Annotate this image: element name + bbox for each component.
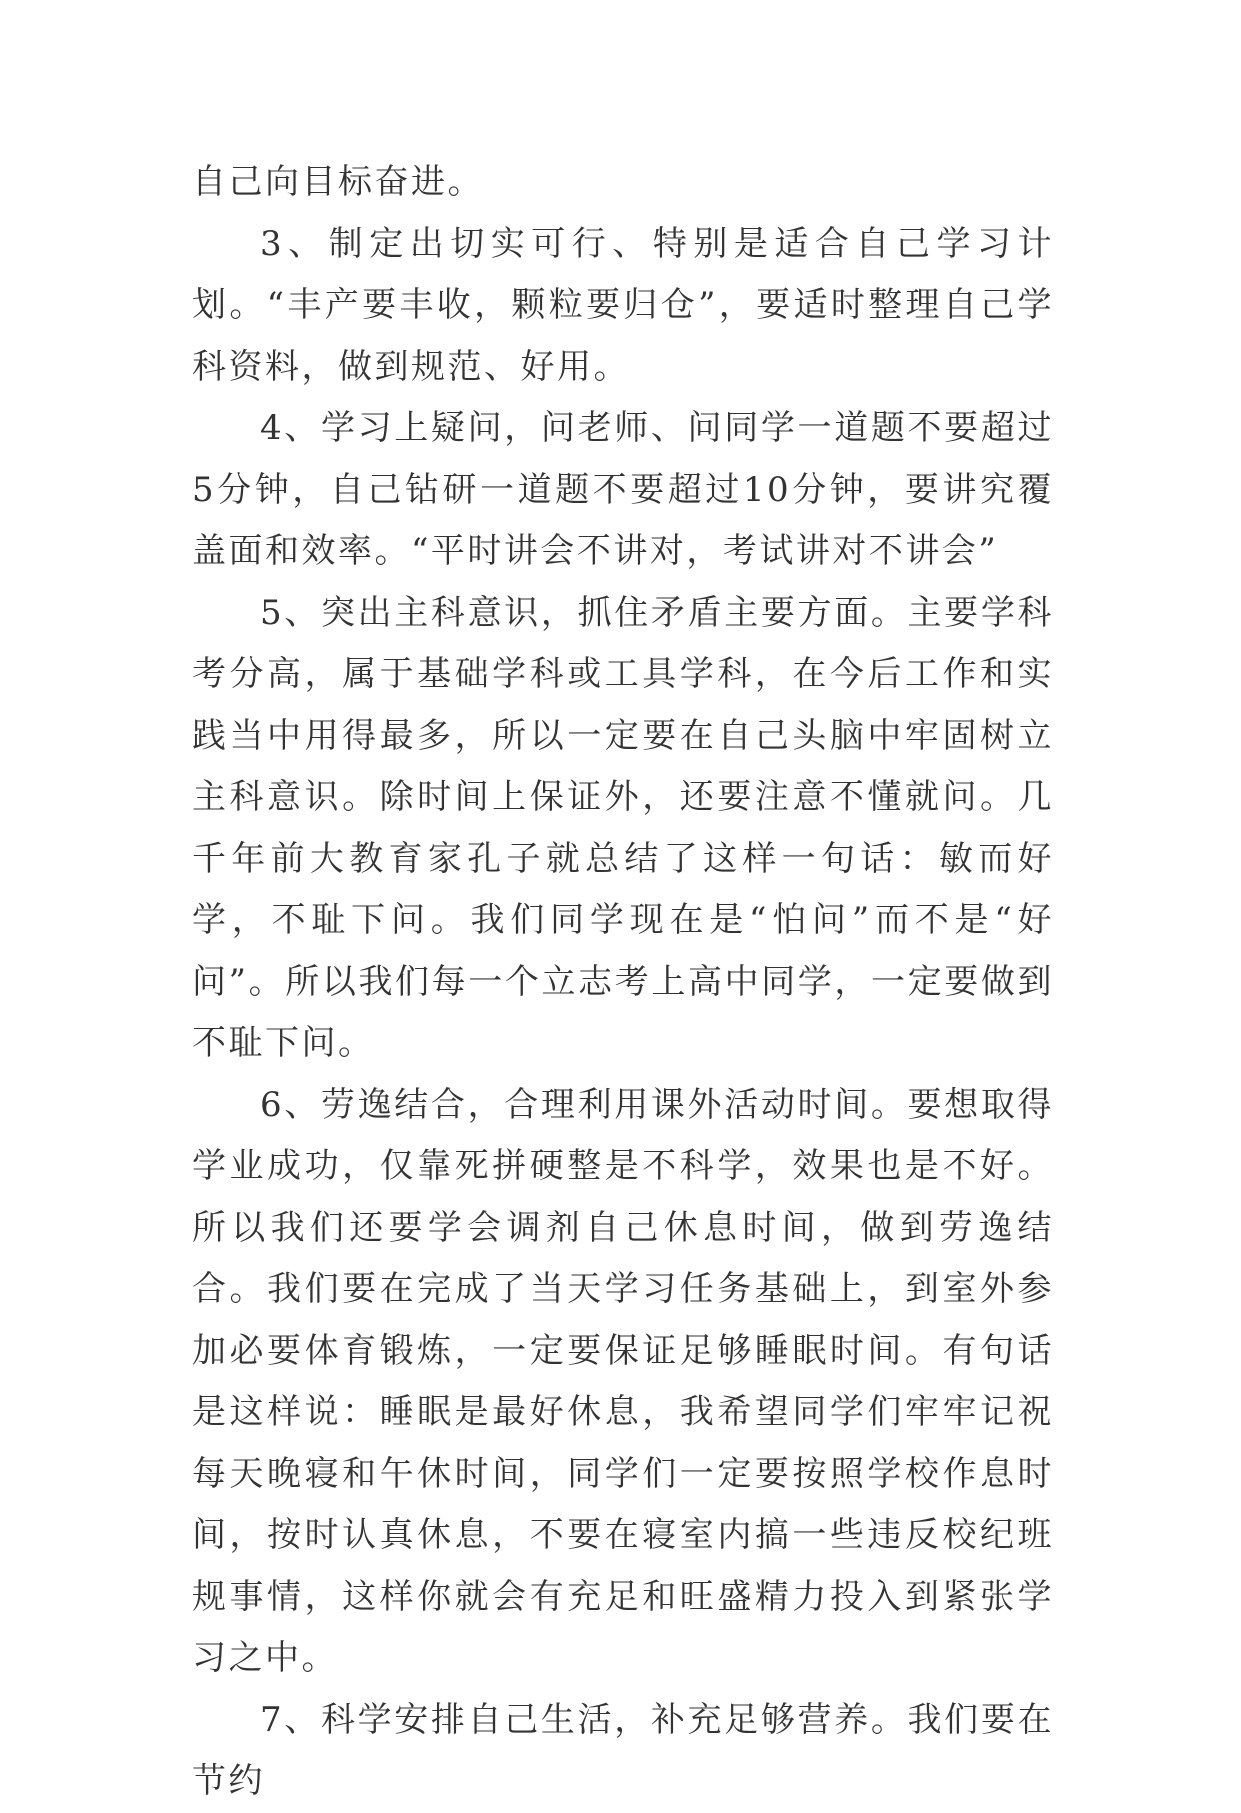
paragraph-item-3: 3、制定出切实可行、特别是适合自己学习计划。“丰产要丰收，颗粒要归仓”，要适时整理自己学科资料，做到规范、好用。	[192, 223, 1054, 387]
paragraph-item-5: 5、突出主科意识，抓住矛盾主要方面。主要学科考分高，属于基础学科或工具学科，在今后工作和实践当中用得最多，所以一定要在自己头脑中牢固树立主科意识。除时间上保证外，还要注意不懂就问。几千年前大教育家孔子就总结了这样一句话：敏而好学，不耻下问。我们同学现在是“怕问”而不是“好问”。所以我们每一个立志考上高中同学，一定要做到不耻下问。	[192, 592, 1054, 1063]
paragraph-item-7: 7、科学安排自己生活，补充足够营养。我们要在节约	[192, 1699, 1054, 1801]
document-body	[192, 152, 1054, 1813]
paragraph-continuation: 自己向目标奋进。	[192, 162, 484, 202]
paragraph-item-6: 6、劳逸结合，合理利用课外活动时间。要想取得学业成功，仅靠死拼硬整是不科学，效果也是不好。所以我们还要学会调剂自己休息时间，做到劳逸结合。我们要在完成了当天学习任务基础上，到室外参加必要体育锻炼，一定要保证足够睡眠时间。有句话是这样说：睡眠是最好休息，我希望同学们牢牢记祝每天晚寝和午休时间，同学们一定要按照学校作息时间，按时认真休息，不要在寝室内搞一些违反校纪班规事情，这样你就会有充足和旺盛精力投入到紧张学习之中。	[192, 1084, 1054, 1678]
paragraph-item-4: 4、学习上疑问，问老师、问同学一道题不要超过5分钟，自己钻研一道题不要超过10分钟，要讲究覆盖面和效率。“平时讲会不讲对，考试讲对不讲会”	[192, 408, 1054, 571]
